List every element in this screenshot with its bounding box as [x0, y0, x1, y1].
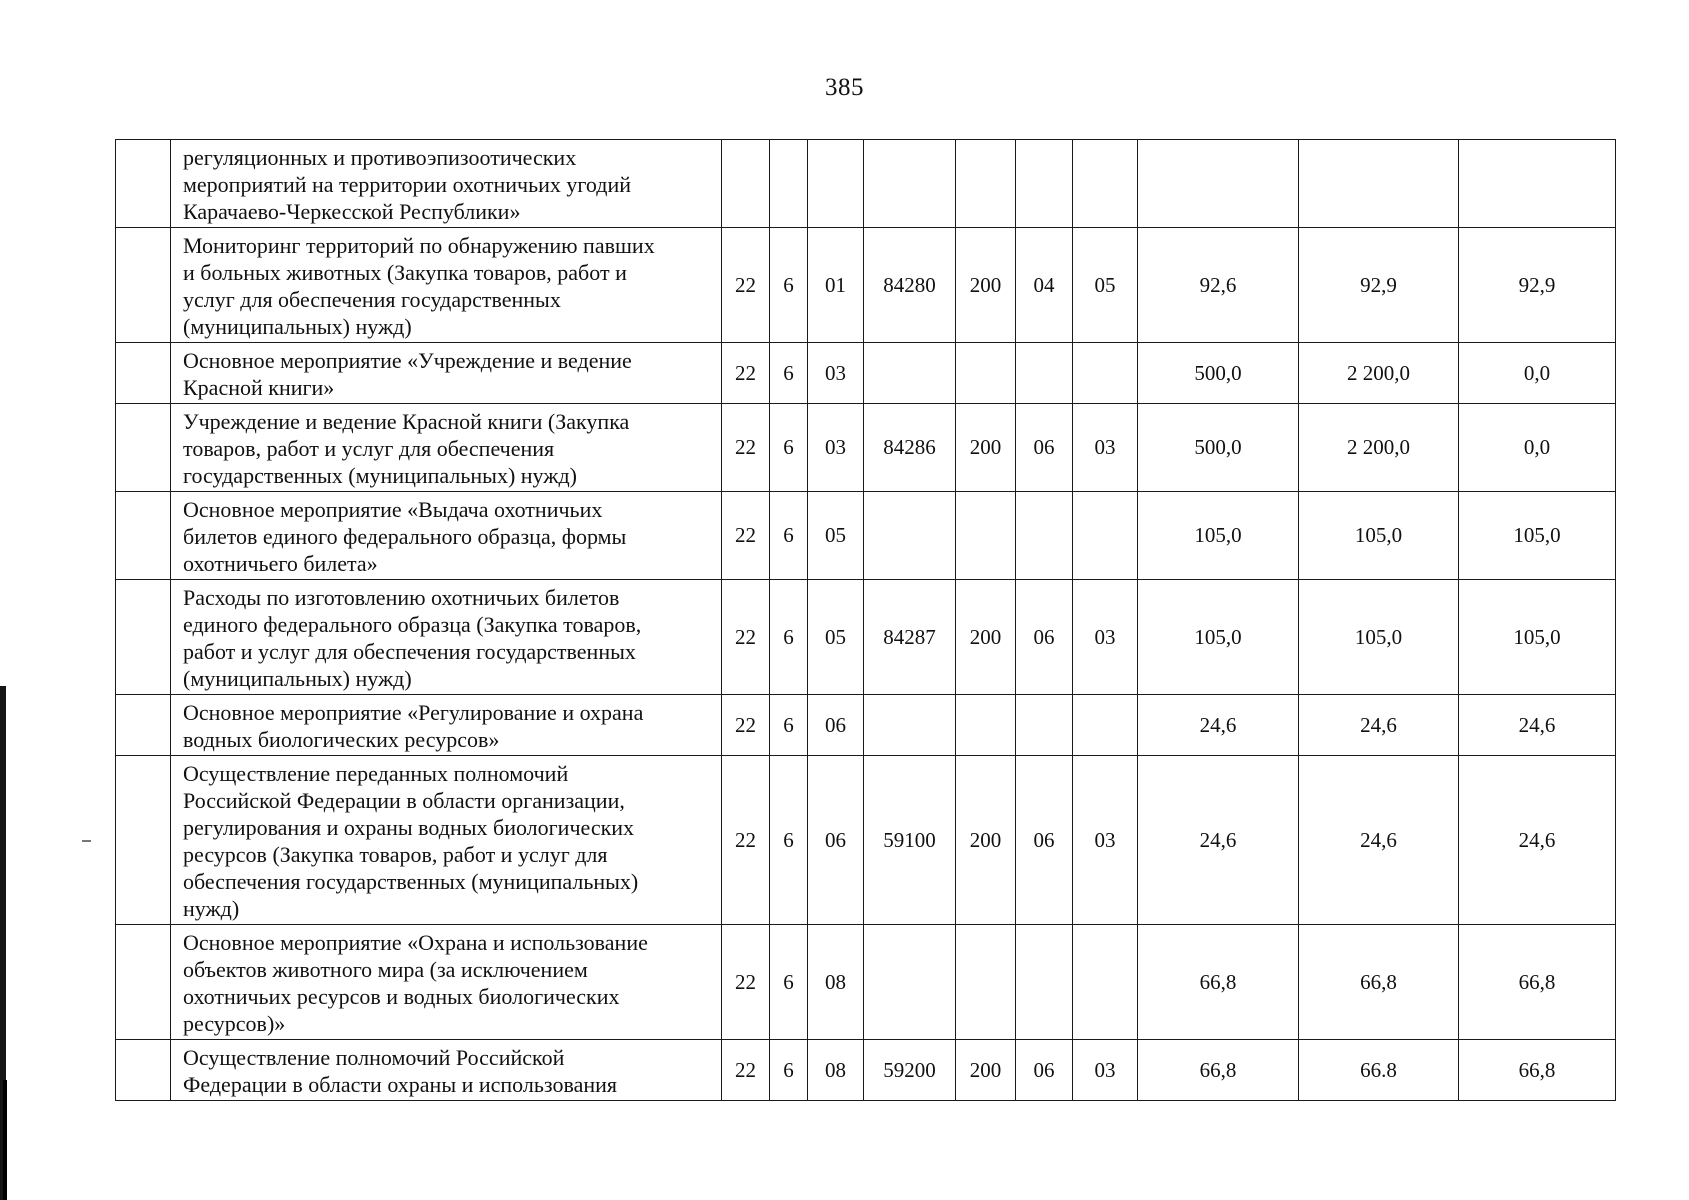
scan-dash-mark	[82, 840, 91, 842]
cell-kvr	[956, 925, 1016, 1040]
cell-y3: 24,6	[1459, 695, 1616, 756]
page-number: 385	[825, 74, 864, 101]
cell-kvr	[956, 695, 1016, 756]
row-number-cell	[116, 925, 171, 1040]
item-name-cell	[171, 343, 722, 404]
cell-kcsr2: 6	[770, 404, 808, 492]
budget-table	[115, 139, 1616, 1101]
cell-kcsr4: 84287	[864, 580, 956, 695]
cell-y2: 24,6	[1299, 695, 1459, 756]
cell-kcsr3: 01	[808, 228, 864, 343]
item-name-line: государственных (муниципальных) нужд)	[183, 463, 577, 488]
cell-pr	[1073, 695, 1138, 756]
item-name-line: мероприятий на территории охотничьих угодий	[183, 172, 632, 197]
cell-rz	[1016, 925, 1073, 1040]
item-name-line: Учреждение и ведение Красной книги (Закупка	[183, 409, 630, 434]
cell-kcsr2: 6	[770, 492, 808, 580]
cell-y2: 24,6	[1299, 756, 1459, 925]
cell-kcsr4: 84286	[864, 404, 956, 492]
cell-pr	[1073, 492, 1138, 580]
cell-kcsr2	[770, 140, 808, 228]
cell-kcsr2: 6	[770, 343, 808, 404]
cell-kcsr2: 6	[770, 1040, 808, 1101]
row-number-cell	[116, 140, 171, 228]
item-name-line: Расходы по изготовлению охотничьих билетов	[183, 585, 620, 610]
cell-kcsr2: 6	[770, 695, 808, 756]
scan-edge-mark-lower	[3, 1080, 7, 1200]
item-name-line: Основное мероприятие «Охрана и использование	[183, 930, 648, 955]
item-name-cell	[171, 695, 722, 756]
cell-rz: 04	[1016, 228, 1073, 343]
item-name-line: нужд)	[183, 896, 240, 921]
item-name-line: охотничьего билета»	[183, 551, 378, 576]
cell-kcsr1: 22	[722, 404, 770, 492]
cell-y3: 105,0	[1459, 580, 1616, 695]
cell-y3: 66,8	[1459, 925, 1616, 1040]
item-name-line: Основное мероприятие «Учреждение и ведение	[183, 348, 632, 373]
item-name-line: Мониторинг территорий по обнаружению павших	[183, 233, 655, 258]
cell-kcsr3: 06	[808, 756, 864, 925]
cell-y2: 2 200,0	[1299, 343, 1459, 404]
item-name-line: билетов единого федерального образца, формы	[183, 524, 627, 549]
item-name-cell	[171, 925, 722, 1040]
cell-kcsr3: 05	[808, 580, 864, 695]
item-name-cell	[171, 228, 722, 343]
cell-pr: 03	[1073, 580, 1138, 695]
table-row	[116, 404, 1616, 492]
table-row	[116, 756, 1616, 925]
cell-kcsr1: 22	[722, 756, 770, 925]
cell-kcsr1: 22	[722, 492, 770, 580]
item-name-cell	[171, 580, 722, 695]
cell-y2: 105,0	[1299, 492, 1459, 580]
cell-pr	[1073, 925, 1138, 1040]
cell-y3	[1459, 140, 1616, 228]
table-row	[116, 695, 1616, 756]
cell-rz	[1016, 492, 1073, 580]
item-name-line: единого федерального образца (Закупка товаров,	[183, 612, 642, 637]
cell-y3: 66,8	[1459, 1040, 1616, 1101]
cell-y1: 105,0	[1138, 580, 1299, 695]
cell-y1	[1138, 140, 1299, 228]
item-name-line: Федерации в области охраны и использования	[183, 1072, 617, 1097]
cell-rz: 06	[1016, 756, 1073, 925]
item-name-line: объектов животного мира (за исключением	[183, 957, 588, 982]
item-name-cell	[171, 756, 722, 925]
cell-pr: 03	[1073, 404, 1138, 492]
table-row	[116, 228, 1616, 343]
cell-kcsr4	[864, 925, 956, 1040]
cell-kvr: 200	[956, 404, 1016, 492]
cell-y1: 92,6	[1138, 228, 1299, 343]
cell-y1: 500,0	[1138, 404, 1299, 492]
cell-y3: 105,0	[1459, 492, 1616, 580]
cell-kcsr4	[864, 695, 956, 756]
cell-kcsr4	[864, 343, 956, 404]
item-name-line: водных биологических ресурсов»	[183, 727, 500, 752]
cell-kcsr3: 06	[808, 695, 864, 756]
cell-y2: 2 200,0	[1299, 404, 1459, 492]
cell-y1: 66,8	[1138, 925, 1299, 1040]
row-number-cell	[116, 228, 171, 343]
budget-table-body	[116, 140, 1616, 1101]
cell-y3: 24,6	[1459, 756, 1616, 925]
cell-y1: 24,6	[1138, 695, 1299, 756]
cell-rz: 06	[1016, 580, 1073, 695]
cell-kcsr4: 84280	[864, 228, 956, 343]
item-name-line: товаров, работ и услуг для обеспечения	[183, 436, 555, 461]
cell-kcsr4: 59200	[864, 1040, 956, 1101]
cell-y2	[1299, 140, 1459, 228]
row-number-cell	[116, 404, 171, 492]
cell-y2: 105,0	[1299, 580, 1459, 695]
cell-kvr: 200	[956, 580, 1016, 695]
cell-kcsr3: 05	[808, 492, 864, 580]
item-name-line: регуляционных и противоэпизоотических	[183, 145, 577, 170]
cell-kcsr2: 6	[770, 756, 808, 925]
table-row	[116, 140, 1616, 228]
item-name-line: регулирования и охраны водных биологических	[183, 815, 635, 840]
cell-kcsr2: 6	[770, 228, 808, 343]
cell-kvr: 200	[956, 1040, 1016, 1101]
cell-kcsr1: 22	[722, 228, 770, 343]
item-name-cell	[171, 404, 722, 492]
row-number-cell	[116, 756, 171, 925]
cell-kcsr2: 6	[770, 580, 808, 695]
item-name-line: Осуществление переданных полномочий	[183, 761, 569, 786]
cell-y3: 92,9	[1459, 228, 1616, 343]
cell-kcsr3: 03	[808, 404, 864, 492]
cell-kcsr3	[808, 140, 864, 228]
item-name-line: Осуществление полномочий Российской	[183, 1045, 565, 1070]
item-name-line: Российской Федерации в области организации,	[183, 788, 625, 813]
item-name-line: и больных животных (Закупка товаров, работ и	[183, 260, 627, 285]
table-row	[116, 492, 1616, 580]
cell-y3: 0,0	[1459, 404, 1616, 492]
cell-y1: 66,8	[1138, 1040, 1299, 1101]
cell-y3: 0,0	[1459, 343, 1616, 404]
item-name-line: ресурсов)»	[183, 1011, 286, 1036]
cell-pr: 05	[1073, 228, 1138, 343]
cell-y1: 24,6	[1138, 756, 1299, 925]
cell-pr: 03	[1073, 1040, 1138, 1101]
cell-y2: 92,9	[1299, 228, 1459, 343]
item-name-line: ресурсов (Закупка товаров, работ и услуг для	[183, 842, 608, 867]
cell-kcsr1: 22	[722, 695, 770, 756]
cell-kcsr1	[722, 140, 770, 228]
item-name-line: Основное мероприятие «Регулирование и охрана	[183, 700, 644, 725]
item-name-line: (муниципальных) нужд)	[183, 666, 412, 691]
cell-kvr	[956, 140, 1016, 228]
row-number-cell	[116, 492, 171, 580]
item-name-line: Основное мероприятие «Выдача охотничьих	[183, 497, 603, 522]
item-name-cell	[171, 492, 722, 580]
cell-pr	[1073, 140, 1138, 228]
cell-kcsr4: 59100	[864, 756, 956, 925]
cell-kcsr3: 08	[808, 1040, 864, 1101]
cell-y2: 66,8	[1299, 925, 1459, 1040]
cell-rz	[1016, 343, 1073, 404]
item-name-cell	[171, 1040, 722, 1101]
cell-kvr	[956, 343, 1016, 404]
cell-kcsr1: 22	[722, 343, 770, 404]
row-number-cell	[116, 1040, 171, 1101]
cell-kcsr4	[864, 492, 956, 580]
table-row	[116, 1040, 1616, 1101]
cell-y2: 66.8	[1299, 1040, 1459, 1101]
item-name-line: работ и услуг для обеспечения государственных	[183, 639, 636, 664]
cell-kvr: 200	[956, 228, 1016, 343]
cell-kcsr2: 6	[770, 925, 808, 1040]
row-number-cell	[116, 695, 171, 756]
cell-pr	[1073, 343, 1138, 404]
cell-kcsr1: 22	[722, 1040, 770, 1101]
cell-kcsr1: 22	[722, 925, 770, 1040]
cell-y1: 105,0	[1138, 492, 1299, 580]
cell-kvr	[956, 492, 1016, 580]
item-name-line: Красной книги»	[183, 375, 335, 400]
table-row	[116, 580, 1616, 695]
cell-y1: 500,0	[1138, 343, 1299, 404]
item-name-line: охотничьих ресурсов и водных биологических	[183, 984, 620, 1009]
item-name-line: услуг для обеспечения государственных	[183, 287, 561, 312]
row-number-cell	[116, 343, 171, 404]
cell-pr: 03	[1073, 756, 1138, 925]
cell-kcsr1: 22	[722, 580, 770, 695]
item-name-line: Карачаево-Черкесской Республики»	[183, 199, 521, 224]
table-row	[116, 343, 1616, 404]
cell-rz	[1016, 695, 1073, 756]
item-name-line: обеспечения государственных (муниципальных)	[183, 869, 639, 894]
cell-kcsr3: 08	[808, 925, 864, 1040]
cell-rz: 06	[1016, 404, 1073, 492]
item-name-line: (муниципальных) нужд)	[183, 314, 412, 339]
cell-kcsr3: 03	[808, 343, 864, 404]
cell-rz: 06	[1016, 1040, 1073, 1101]
table-row	[116, 925, 1616, 1040]
row-number-cell	[116, 580, 171, 695]
cell-kcsr4	[864, 140, 956, 228]
item-name-cell	[171, 140, 722, 228]
cell-kvr: 200	[956, 756, 1016, 925]
cell-rz	[1016, 140, 1073, 228]
